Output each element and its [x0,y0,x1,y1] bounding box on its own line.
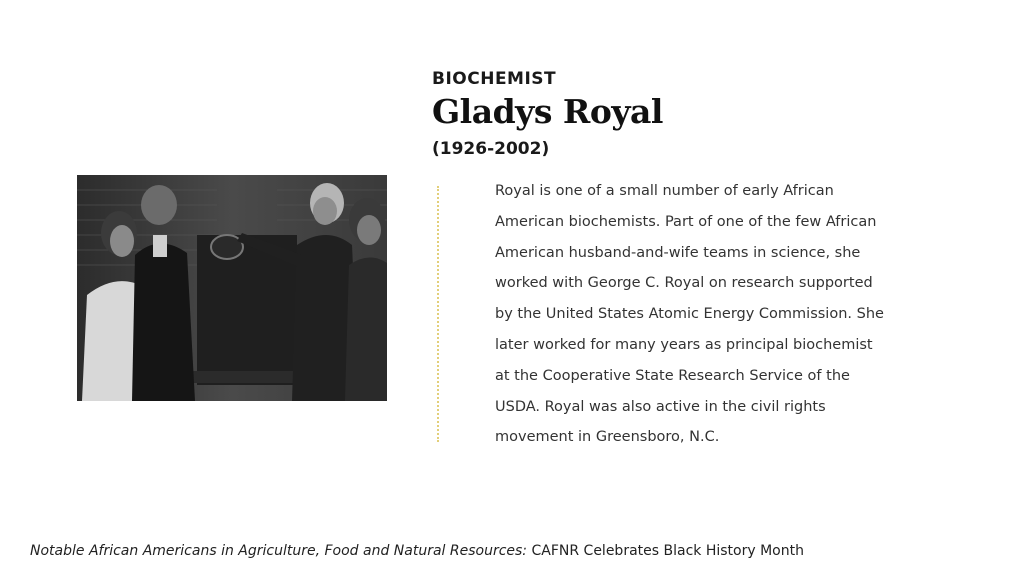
bio-line: Royal is one of a small number of early African [495,183,834,199]
bio-line: by the United States Atomic Energy Commission. She [495,306,884,323]
vertical-divider [437,186,439,442]
bio-line: American husband-and-wife teams in science, she [495,244,861,261]
profession-label: BIOCHEMIST [432,69,557,89]
series-footer [30,543,804,559]
bio-line: at the Cooperative State Research Service of the [495,367,850,384]
title-block [432,68,663,160]
bio-line: later worked for many years as principal biochemist [495,336,873,353]
bio-line: USDA. Royal was also active in the civil rights [495,398,826,415]
series-title: Notable African Americans in Agriculture, Food and Natural Resources: [30,543,528,559]
bio-line: worked with George C. Royal on research supported [495,275,873,292]
series-subtitle: CAFNR Celebrates Black History Month [531,543,804,559]
life-years: (1926-2002) [432,139,550,159]
person-name: Gladys Royal [432,92,663,131]
historical-photo [77,175,387,401]
bio-line: American biochemists. Part of one of the few African [495,213,877,230]
biography-paragraph [495,176,955,453]
photo-illustration [77,175,387,401]
bio-line: movement in Greensboro, N.C. [495,429,720,446]
